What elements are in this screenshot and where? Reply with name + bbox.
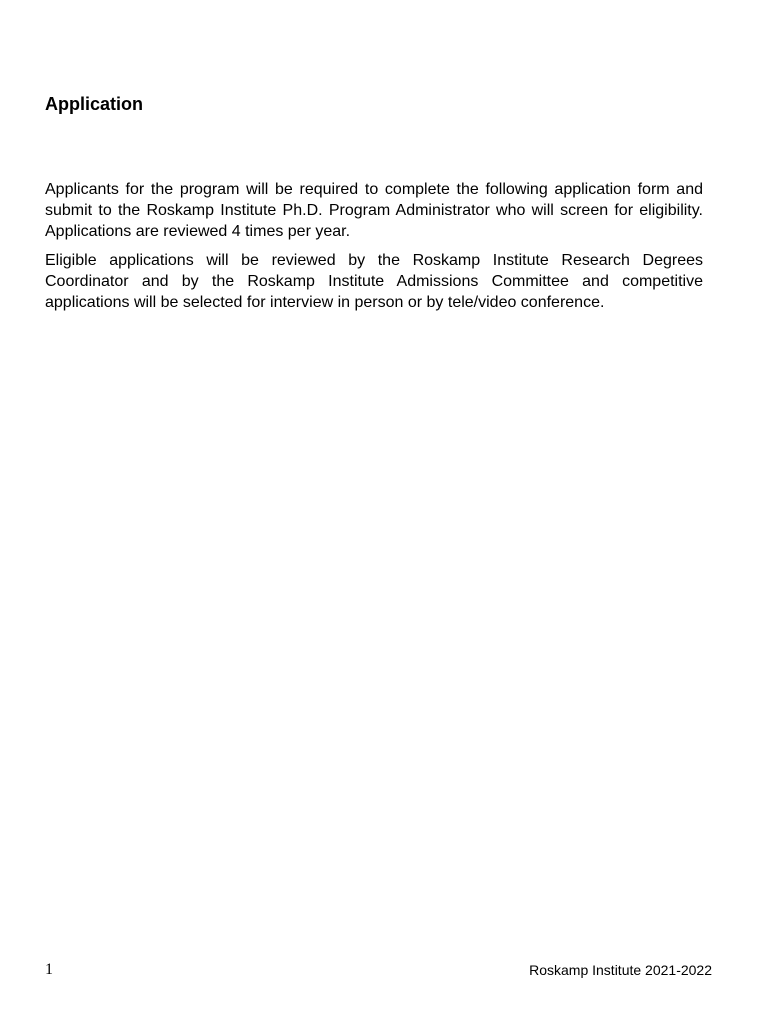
paragraph-review-process: Eligible applications will be reviewed by the Roskamp Institute Research Degrees Coordinator and by the Roskamp Institute Admissions Committee and competitive applications will be selected for interview in person or by tele/video conference. <box>45 252 703 311</box>
page-title: Application <box>45 94 143 114</box>
page-number: 1 <box>45 961 53 978</box>
document-body <box>45 179 703 321</box>
footer-institute-year: Roskamp Institute 2021-2022 <box>529 962 712 978</box>
paragraph-application-requirements: Applicants for the program will be required to complete the following application form and submit to the Roskamp Institute Ph.D. Program Administrator who will screen for eligibility. Applications are reviewed 4 times per year. <box>45 181 703 240</box>
